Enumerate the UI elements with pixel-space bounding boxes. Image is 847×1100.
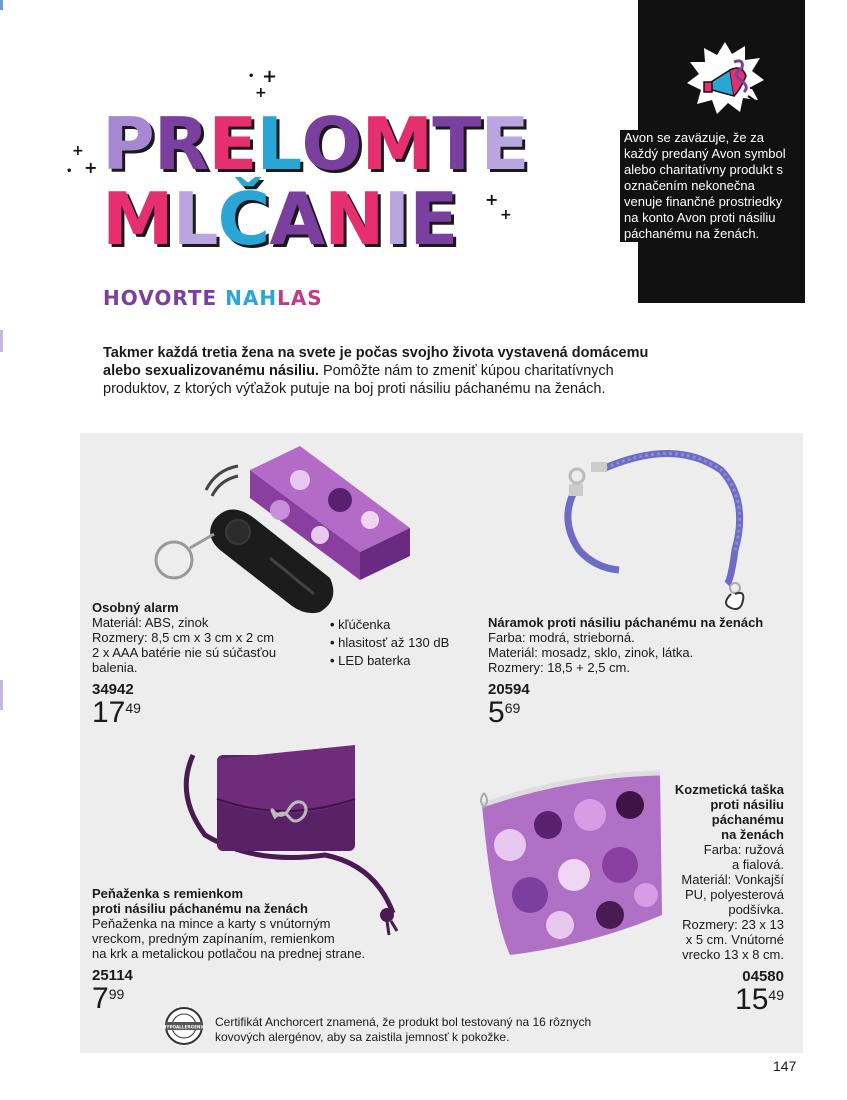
price-dec: 69 xyxy=(504,700,521,716)
feature-item: • LED baterka xyxy=(330,652,449,670)
hero-letter: P xyxy=(102,102,154,186)
alarm-features xyxy=(330,616,449,670)
certificate-text: Certifikát Anchorcert znamená, že produkt bol testovaný na 16 rôznych kovových alergénov, aby sa zaistila jemnosť k pokožke. xyxy=(215,1015,592,1044)
hero-letter: E xyxy=(409,177,458,261)
sparkle-decoration: + xyxy=(485,190,499,209)
hero-letter: I xyxy=(383,177,410,261)
product-price xyxy=(620,985,784,1015)
product-desc-line: balenia. xyxy=(92,660,138,675)
hero-letter: M xyxy=(361,102,433,186)
product-desc-line: Farba: modrá, strieborná. xyxy=(488,630,635,645)
product-name: Peňaženka s remienkom xyxy=(92,886,244,901)
subtitle-part: HOVORTE xyxy=(103,286,226,310)
subtitle-part: LAS xyxy=(277,286,323,310)
product-name: páchanému xyxy=(711,812,784,827)
product-price xyxy=(92,984,392,1014)
hero-letter: N xyxy=(324,177,384,261)
product-name: proti násiliu xyxy=(710,797,784,812)
edge-mark xyxy=(0,330,3,352)
sparkle-decoration: + xyxy=(262,66,278,87)
hypoallergenic-badge-icon xyxy=(162,1006,206,1046)
intro-normal: Pomôžte nám to zmeniť kúpou charitatívnych produktov, z ktorých výťažok putuje na boj proti násiliu páchanému na ženách. xyxy=(103,363,614,397)
alarm-image xyxy=(150,440,420,620)
price-int: 17 xyxy=(92,696,126,729)
product-name: Kozmetická taška xyxy=(674,782,784,797)
product-code: 20594 xyxy=(488,681,530,698)
product-desc-line: Rozmery: 8,5 cm x 3 cm x 2 cm xyxy=(92,630,275,645)
hero-letter: A xyxy=(269,177,325,261)
price-dec: 49 xyxy=(125,700,141,716)
product-desc-line: Rozmery: 18,5 + 2,5 cm. xyxy=(488,660,630,675)
hero-letter: M xyxy=(102,177,173,261)
sparkle-decoration: + xyxy=(255,85,267,101)
sparkle-decoration: + xyxy=(84,158,98,177)
bracelet-info xyxy=(488,615,788,728)
bracelet-image xyxy=(535,440,755,610)
price-int: 5 xyxy=(488,696,505,729)
hero-letter: T xyxy=(432,102,481,186)
bag-info xyxy=(620,782,784,1015)
subtitle-part: NAH xyxy=(225,286,278,310)
price-int: 7 xyxy=(92,982,109,1015)
product-price xyxy=(92,698,332,728)
product-desc-line: vrecko 13 x 8 cm. xyxy=(682,947,784,962)
sparkle-decoration: • xyxy=(248,71,255,82)
hero-letter: R xyxy=(153,102,209,186)
edge-mark xyxy=(0,680,3,710)
feature-item: • kľúčenka xyxy=(330,616,449,634)
hero-title-line2 xyxy=(102,177,458,261)
sparkle-decoration: + xyxy=(500,207,512,223)
megaphone-infinity-icon xyxy=(684,40,766,118)
badge-label: HYPOALLERGENIC xyxy=(162,1024,206,1030)
page-number: 147 xyxy=(773,1058,797,1074)
wallet-info xyxy=(92,886,392,1014)
product-desc-line: Materiál: ABS, zinok xyxy=(92,615,209,630)
alarm-info xyxy=(92,600,332,728)
product-desc-line: Rozmery: 23 x 13 xyxy=(682,917,784,932)
price-dec: 99 xyxy=(108,986,125,1002)
intro-paragraph xyxy=(103,344,663,398)
product-price xyxy=(488,698,788,728)
product-desc-line: Materiál: Vonkajší xyxy=(681,872,784,887)
product-desc-line: x 5 cm. Vnútorné xyxy=(685,932,784,947)
product-name: na ženách xyxy=(721,827,784,842)
intro-bold: Takmer každá tretia žena na svete je počas svojho života vystavená domácemu alebo sexualizovanému násiliu. xyxy=(103,345,649,379)
edge-mark xyxy=(0,0,3,10)
hero-title-line1 xyxy=(102,102,529,186)
product-desc-line: PU, polyesterová xyxy=(685,887,784,902)
product-name: Osobný alarm xyxy=(92,600,179,615)
product-desc-line: vreckom, predným zapínaním, remienkom xyxy=(92,931,335,946)
feature-item: • hlasitosť až 130 dB xyxy=(330,634,449,652)
sparkle-decoration: + xyxy=(72,143,84,159)
product-desc-line: Farba: ružová xyxy=(703,842,784,857)
product-desc-line: a fialová. xyxy=(731,857,784,872)
hero-letter: O xyxy=(301,102,362,186)
product-desc-line: Peňaženka na mince a karty s vnútorným xyxy=(92,916,331,931)
product-desc-line: na krk a metalickou potlačou na prednej strane. xyxy=(92,946,366,961)
product-desc-line: 2 x AAA batérie nie sú súčasťou xyxy=(92,645,277,660)
promo-text: Avon se zaväzuje, že za každý predaný Avon symbol alebo charitatívny produkt s označením nekonečna venuje finančné prostriedky na konto Avon proti násiliu páchanému na ženách. xyxy=(620,130,798,242)
product-name: Náramok proti násiliu páchanému na ženách xyxy=(488,615,764,630)
product-code: 04580 xyxy=(742,968,784,985)
price-int: 15 xyxy=(735,983,769,1016)
product-desc-line: podšívka. xyxy=(728,902,784,917)
hero-letter: E xyxy=(208,102,257,186)
product-name: proti násiliu páchanému na ženách xyxy=(92,901,308,916)
subtitle xyxy=(103,286,323,310)
product-code: 34942 xyxy=(92,681,134,698)
hero-letter: E xyxy=(480,102,529,186)
product-desc-line: Materiál: mosadz, sklo, zinok, látka. xyxy=(488,645,694,660)
hero-letter: Č xyxy=(217,177,270,261)
product-code: 25114 xyxy=(92,967,133,984)
hero-letter: L xyxy=(172,177,218,261)
sparkle-decoration: • xyxy=(66,166,73,177)
price-dec: 49 xyxy=(768,987,784,1003)
hero-letter: L xyxy=(256,102,302,186)
